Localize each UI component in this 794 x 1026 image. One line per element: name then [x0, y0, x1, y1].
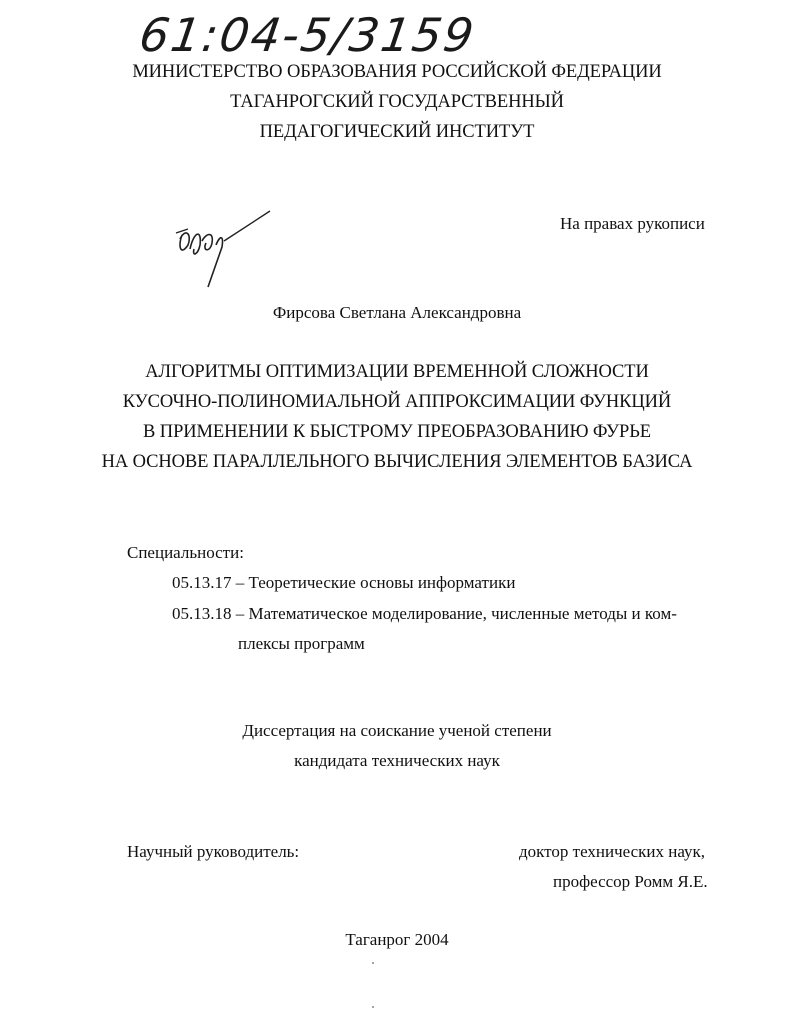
- author-name: Фирсова Светлана Александровна: [272, 303, 522, 322]
- supervisor-name: профессор Ромм Я.Е.: [553, 872, 708, 891]
- specialty-item: 05.13.17 – Теоретические основы информатики: [172, 573, 516, 592]
- supervisor-label: Научный руководитель:: [127, 842, 300, 861]
- manuscript-rights-note: На правах рукописи: [560, 214, 705, 233]
- institute-line-2: ПЕДАГОГИЧЕСКИЙ ИНСТИТУТ: [259, 122, 535, 142]
- scan-speck: [372, 1006, 374, 1008]
- title-line: АЛГОРИТМЫ ОПТИМИЗАЦИИ ВРЕМЕННОЙ СЛОЖНОСТИ: [145, 362, 649, 382]
- archive-stamp-text: 61:04-5/3159: [136, 8, 479, 62]
- specialty-continuation: плексы программ: [238, 634, 365, 653]
- ministry-line: МИНИСТЕРСТВО ОБРАЗОВАНИЯ РОССИЙСКОЙ ФЕДЕРАЦИИ: [132, 62, 662, 82]
- scan-speck: [372, 962, 374, 964]
- institute-line-1: ТАГАНРОГСКИЙ ГОСУДАРСТВЕННЫЙ: [230, 92, 564, 112]
- degree-line-1: Диссертация на соискание ученой степени: [242, 721, 552, 740]
- title-line: КУСОЧНО-ПОЛИНОМИАЛЬНОЙ АППРОКСИМАЦИИ ФУНКЦИЙ: [122, 392, 672, 412]
- archive-stamp: [136, 8, 479, 62]
- specialties-label: Специальности:: [127, 543, 244, 562]
- supervisor-degree: доктор технических наук,: [519, 842, 706, 861]
- city-year: Таганрог 2004: [345, 930, 449, 949]
- degree-line-2: кандидата технических наук: [294, 751, 500, 770]
- specialty-item: 05.13.18 – Математическое моделирование, численные методы и ком-: [172, 604, 677, 623]
- title-line: НА ОСНОВЕ ПАРАЛЛЕЛЬНОГО ВЫЧИСЛЕНИЯ ЭЛЕМЕНТОВ БАЗИСА: [101, 452, 693, 472]
- signature-mark: [168, 205, 278, 295]
- title-line: В ПРИМЕНЕНИИ К БЫСТРОМУ ПРЕОБРАЗОВАНИЮ ФУРЬЕ: [143, 422, 651, 442]
